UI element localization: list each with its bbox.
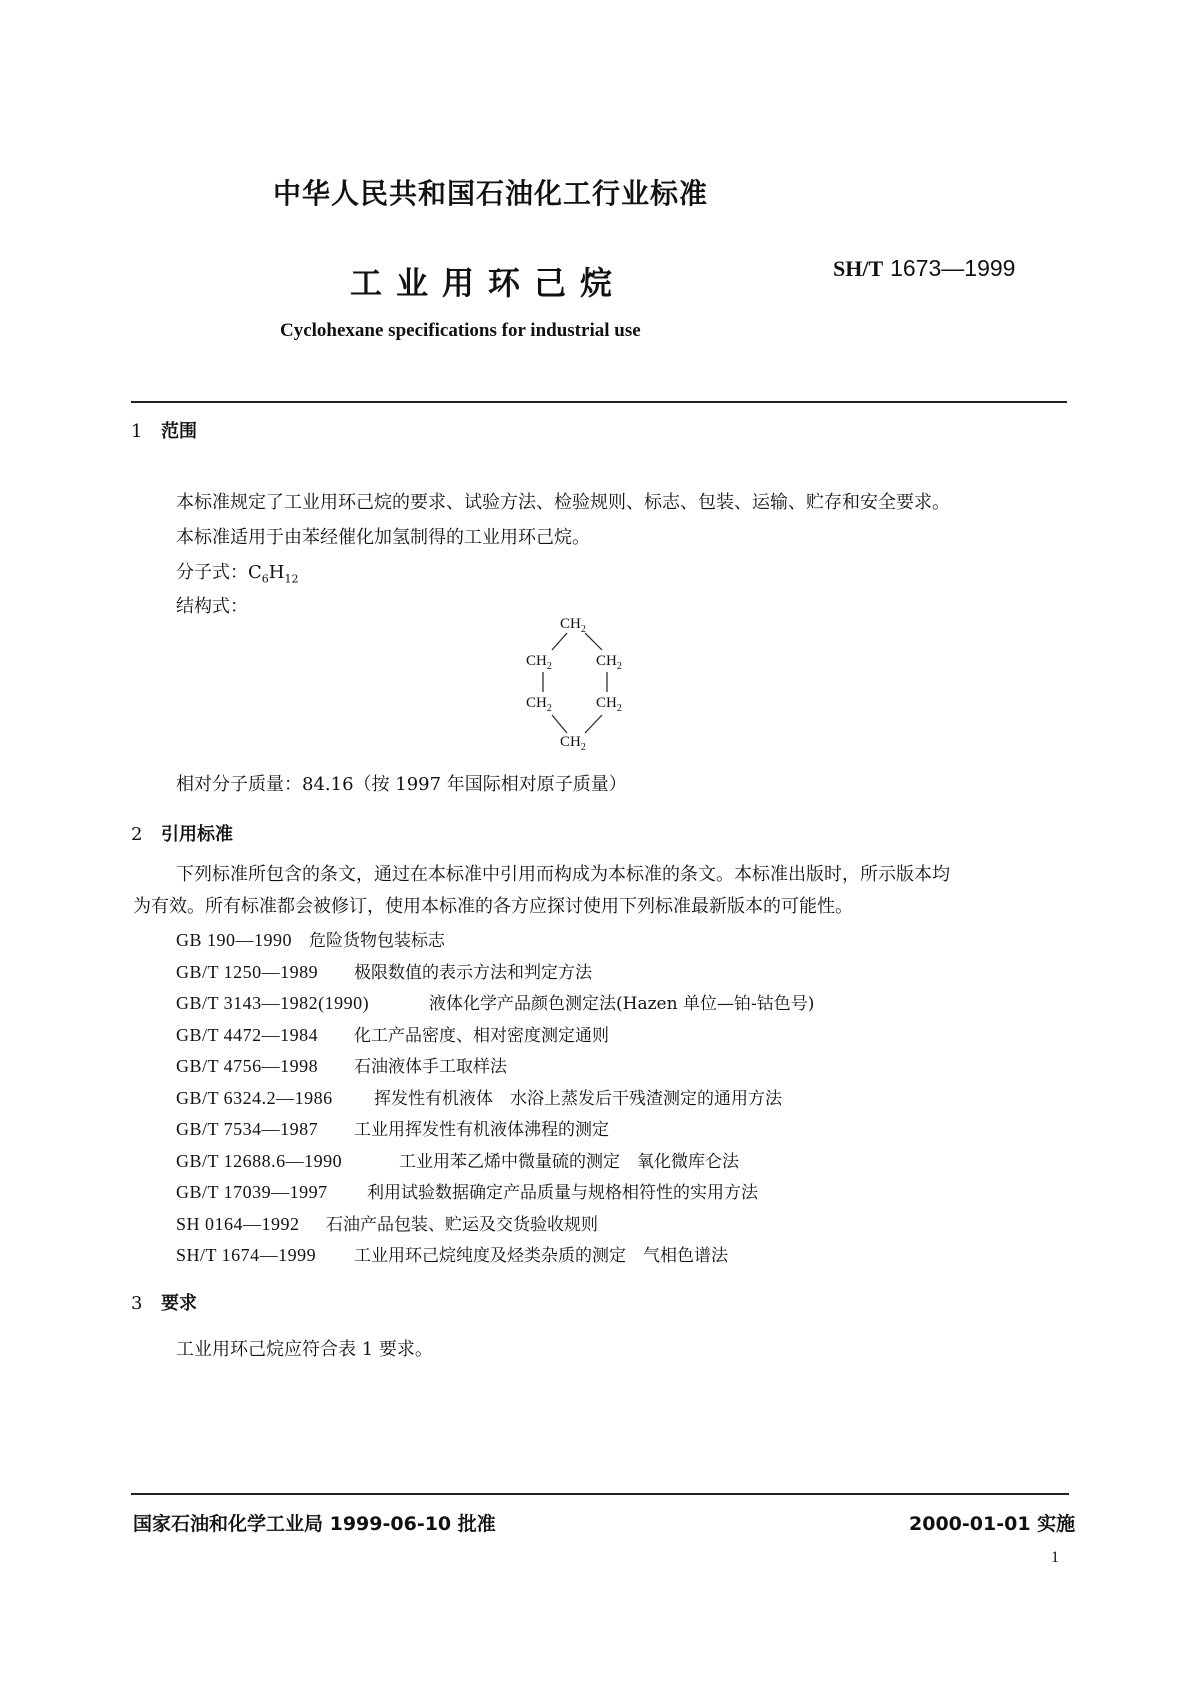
- section-2-number: 2: [131, 824, 143, 845]
- section-3-title: 要求: [161, 1293, 197, 1314]
- reference-item: [176, 1020, 814, 1052]
- section-3-para-1: 工业用环己烷应符合表 1 要求。: [176, 1339, 433, 1360]
- english-subtitle: Cyclohexane specifications for industrial use: [280, 320, 641, 341]
- section-1-para-1: 本标准规定了工业用环己烷的要求、试验方法、检验规则、标志、包装、运输、贮存和安全要求。: [176, 492, 950, 513]
- section-2-intro-line-2: 为有效。所有标准都会被修订，使用本标准的各方应探讨使用下列标准最新版本的可能性。: [133, 896, 853, 917]
- reference-item: [176, 1114, 814, 1146]
- reference-name: 液体化学产品颜色测定法(Hazen 单位—铂-钴色号): [429, 994, 815, 1014]
- effective-date: 2000-01-01 实施: [909, 1513, 1076, 1535]
- structural-formula: [520, 616, 670, 753]
- reference-item: [176, 1051, 814, 1083]
- formula-label: 分子式：: [176, 562, 248, 583]
- reference-item: [176, 988, 814, 1020]
- reference-item: [176, 957, 814, 989]
- approval-line: 国家石油和化学工业局 1999-06-10 批准: [133, 1513, 496, 1535]
- reference-code: GB 190—1990: [176, 930, 293, 950]
- ch2-lower-right: $CH_2$: [596, 695, 622, 714]
- formula-h-sub: 12: [284, 572, 299, 586]
- reference-code: GB/T 4472—1984: [176, 1024, 319, 1045]
- ch2-upper-left: $CH_2$: [526, 653, 552, 672]
- structure-label: 结构式：: [176, 596, 248, 617]
- formula-h: H: [268, 562, 285, 583]
- reference-name: 利用试验数据确定产品质量与规格相符性的实用方法: [367, 1183, 758, 1203]
- reference-code: GB/T 12688.6—1990: [176, 1150, 343, 1171]
- standard-code: [833, 255, 1015, 282]
- reference-name: 化工产品密度、相对密度测定通则: [354, 1025, 609, 1046]
- reference-code: GB/T 1250—1989: [176, 961, 319, 982]
- section-1-heading: [131, 417, 197, 443]
- ch2-lower-left: $CH_2$: [526, 695, 552, 714]
- reference-name: 石油液体手工取样法: [354, 1057, 507, 1077]
- organization-title: 中华人民共和国石油化工行业标准: [273, 177, 709, 210]
- reference-code: GB/T 7534—1987: [176, 1119, 319, 1139]
- header-divider: [131, 401, 1067, 403]
- ring-bonds: [520, 616, 670, 746]
- section-2-title: 引用标准: [161, 824, 233, 845]
- document-title: 工业用环己烷: [350, 264, 627, 302]
- standard-number: 1673—1999: [890, 255, 1016, 281]
- section-3-heading: [131, 1289, 197, 1315]
- molar-mass: 相对分子质量：84.16（按 1997 年国际相对原子质量）: [176, 774, 627, 795]
- page-number: 1: [1051, 1549, 1059, 1566]
- formula-c-sub: 6: [261, 572, 269, 586]
- ch2-top: $CH_2$: [560, 616, 586, 635]
- section-3-number: 3: [131, 1293, 143, 1314]
- section-1-para-2: 本标准适用于由苯经催化加氢制得的工业用环己烷。: [176, 527, 590, 548]
- footer-divider: [131, 1493, 1069, 1495]
- section-1-number: 1: [131, 421, 143, 442]
- section-2-intro-line-1: 下列标准所包含的条文，通过在本标准中引用而构成为本标准的条文。本标准出版时，所示版本均: [176, 864, 950, 885]
- reference-item: [176, 1083, 814, 1115]
- standard-prefix: SH/T: [833, 256, 884, 281]
- reference-code: GB/T 4756—1998: [176, 1056, 319, 1076]
- reference-name: 挥发性有机液体 水浴上蒸发后干残渣测定的通用方法: [374, 1088, 782, 1109]
- reference-name: 极限数值的表示方法和判定方法: [354, 962, 592, 983]
- reference-name: 危险货物包装标志: [309, 931, 445, 951]
- reference-name: 工业用环己烷纯度及烃类杂质的测定 气相色谱法: [354, 1246, 728, 1266]
- reference-item: [176, 1209, 814, 1241]
- section-1-title: 范围: [161, 421, 197, 442]
- reference-name: 工业用挥发性有机液体沸程的测定: [354, 1120, 609, 1140]
- reference-name: 工业用苯乙烯中微量硫的测定 氧化微库仑法: [399, 1151, 739, 1172]
- reference-item: [176, 1240, 814, 1272]
- reference-item: [176, 925, 814, 957]
- reference-code: GB/T 17039—1997: [176, 1182, 328, 1202]
- ch2-upper-right: $CH_2$: [596, 653, 622, 672]
- reference-code: GB/T 6324.2—1986: [176, 1087, 333, 1108]
- molecular-formula: [176, 558, 298, 586]
- reference-code: GB/T 3143—1982(1990): [176, 993, 370, 1013]
- formula-c: C: [248, 562, 262, 583]
- reference-item: [176, 1146, 814, 1178]
- reference-code: SH/T 1674—1999: [176, 1245, 317, 1265]
- reference-name: 石油产品包装、贮运及交货验收规则: [326, 1214, 598, 1235]
- reference-list: [176, 925, 814, 1272]
- reference-item: [176, 1177, 814, 1209]
- section-2-heading: [131, 820, 233, 846]
- ch2-bottom: $CH_2$: [560, 734, 586, 753]
- reference-code: SH 0164—1992: [176, 1213, 300, 1234]
